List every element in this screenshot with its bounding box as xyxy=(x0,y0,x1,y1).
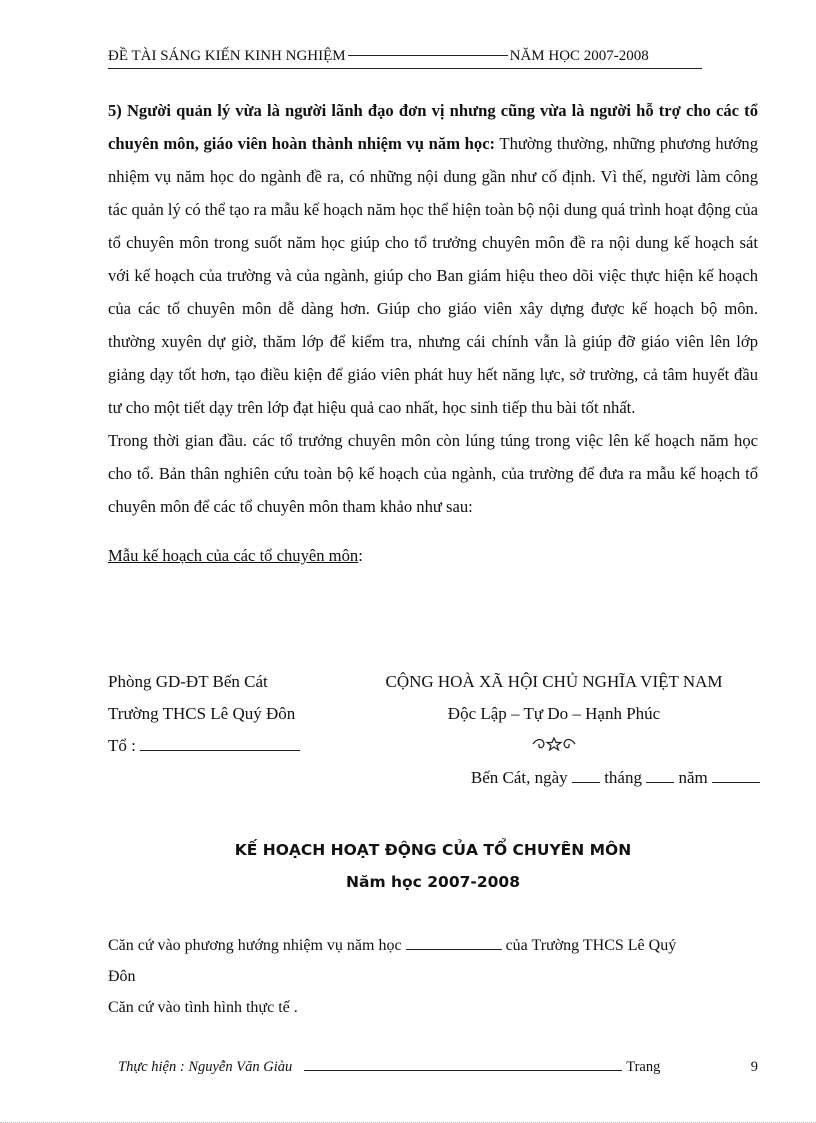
form-header-row-1 xyxy=(108,672,760,704)
date-line xyxy=(108,768,760,800)
form-header-row-3 xyxy=(108,736,760,768)
basis-section xyxy=(108,930,758,1023)
plan-title-block xyxy=(108,834,758,898)
ornament-flourish-icon xyxy=(531,737,577,751)
basis-line-1-wrap: Đôn xyxy=(108,968,136,985)
section-5-text: Thường thường, những phương hướng nhiệm vụ năm học do ngành đề ra, có những nội dung gần như cố định. Vì thế, người làm công tác quản lý có thể tạo ra mẫu kế hoạch năm học thể hiện toàn bộ nội dung quá trình hoạt động của tổ chuyên môn trong suốt năm học giúp cho tổ trưởng chuyên môn đề ra nội dung kế hoạch sát với kế hoạch của trường và của ngành, giúp cho Ban giám hiệu theo dõi việc thực hiện kế hoạch của các tổ chuyên môn dễ dàng hơn. Giúp cho giáo viên xây dựng được kế hoạch bộ môn. thường xuyên dự giờ, thăm lớp để kiểm tra, nhưng cái chính vẫn là giúp đỡ giáo viên lên lớp giảng dạy tốt hơn, tạo điều kiện để giáo viên phát huy hết năng lực, sở trường, cả tâm huyết đầu tư cho một tiết dạy trên lớp đạt hiệu quả cao nhất, học sinh tiếp thu bài tốt nhất. xyxy=(108,134,759,417)
dept-name: Phòng GD-ĐT Bến Cát xyxy=(108,672,268,691)
basis-line-1-start: Căn cứ vào phương hướng nhiệm vụ năm học xyxy=(108,937,402,954)
group-field xyxy=(108,736,348,768)
date-place: Bến Cát, ngày xyxy=(470,768,568,787)
day-blank xyxy=(572,768,600,783)
date-month-label: tháng xyxy=(604,768,642,787)
form-header-row-2 xyxy=(108,704,760,736)
footer-author: Thực hiện : Nguyễn Văn Giàu xyxy=(118,1059,293,1075)
page-header xyxy=(108,48,702,69)
date-field xyxy=(471,768,760,800)
month-blank xyxy=(646,768,674,783)
footer-page-number: 9 xyxy=(750,1059,758,1075)
template-label: Mẫu kế hoạch của các tổ chuyên môn xyxy=(108,546,359,565)
header-right: NĂM HỌC 2007-2008 xyxy=(509,48,649,64)
basis-line-1 xyxy=(108,930,758,992)
plan-year: Năm học 2007-2008 xyxy=(346,873,520,891)
header-left: ĐỀ TÀI SÁNG KIẾN KINH NGHIỆM xyxy=(108,48,346,64)
template-label-line xyxy=(108,539,758,572)
school-name: Trường THCS Lê Quý Đôn xyxy=(108,704,296,723)
intro-paragraph: Trong thời gian đầu. các tổ trưởng chuyên môn còn lúng túng trong việc lên kế hoạch năm học cho tổ. Bản thân nghiên cứu toàn bộ kế hoạch của ngành, của trường để đưa ra mẫu kế hoạch tổ chuyên môn để các tổ chuyên môn tham khảo như sau: xyxy=(108,431,758,516)
plan-title: KẾ HOẠCH HOẠT ĐỘNG CỦA TỔ CHUYÊN MÔN xyxy=(234,841,632,859)
header-rule xyxy=(348,55,508,56)
document-body xyxy=(108,94,758,572)
ornament-icon xyxy=(348,736,760,768)
section-5-heading: 5) Người quản lý vừa là người lãnh đạo đơn vị nhưng cũng vừa là người hỗ trợ cho các tổ chuyên môn, giáo viên hoàn thành nhiệm vụ năm học: xyxy=(108,101,758,153)
date-year-label: năm xyxy=(678,768,708,787)
basis-line-1-end: của Trường THCS Lê Quý xyxy=(505,937,677,954)
school-year-blank xyxy=(406,935,502,950)
footer-page-label: Trang xyxy=(626,1059,661,1075)
group-blank xyxy=(140,736,300,751)
group-label: Tổ : xyxy=(108,736,136,755)
template-label-colon: : xyxy=(358,546,363,565)
page-footer xyxy=(118,1058,758,1076)
national-motto: Độc Lập – Tự Do – Hạnh Phúc xyxy=(447,704,661,723)
section-5-paragraph xyxy=(108,94,758,424)
form-header xyxy=(108,672,760,800)
year-blank xyxy=(712,768,760,783)
footer-rule xyxy=(304,1058,622,1071)
basis-line-2: Căn cứ vào tình hình thực tế . xyxy=(108,999,298,1016)
republic-name: CỘNG HOÀ XÃ HỘI CHỦ NGHĨA VIỆT NAM xyxy=(385,672,723,691)
